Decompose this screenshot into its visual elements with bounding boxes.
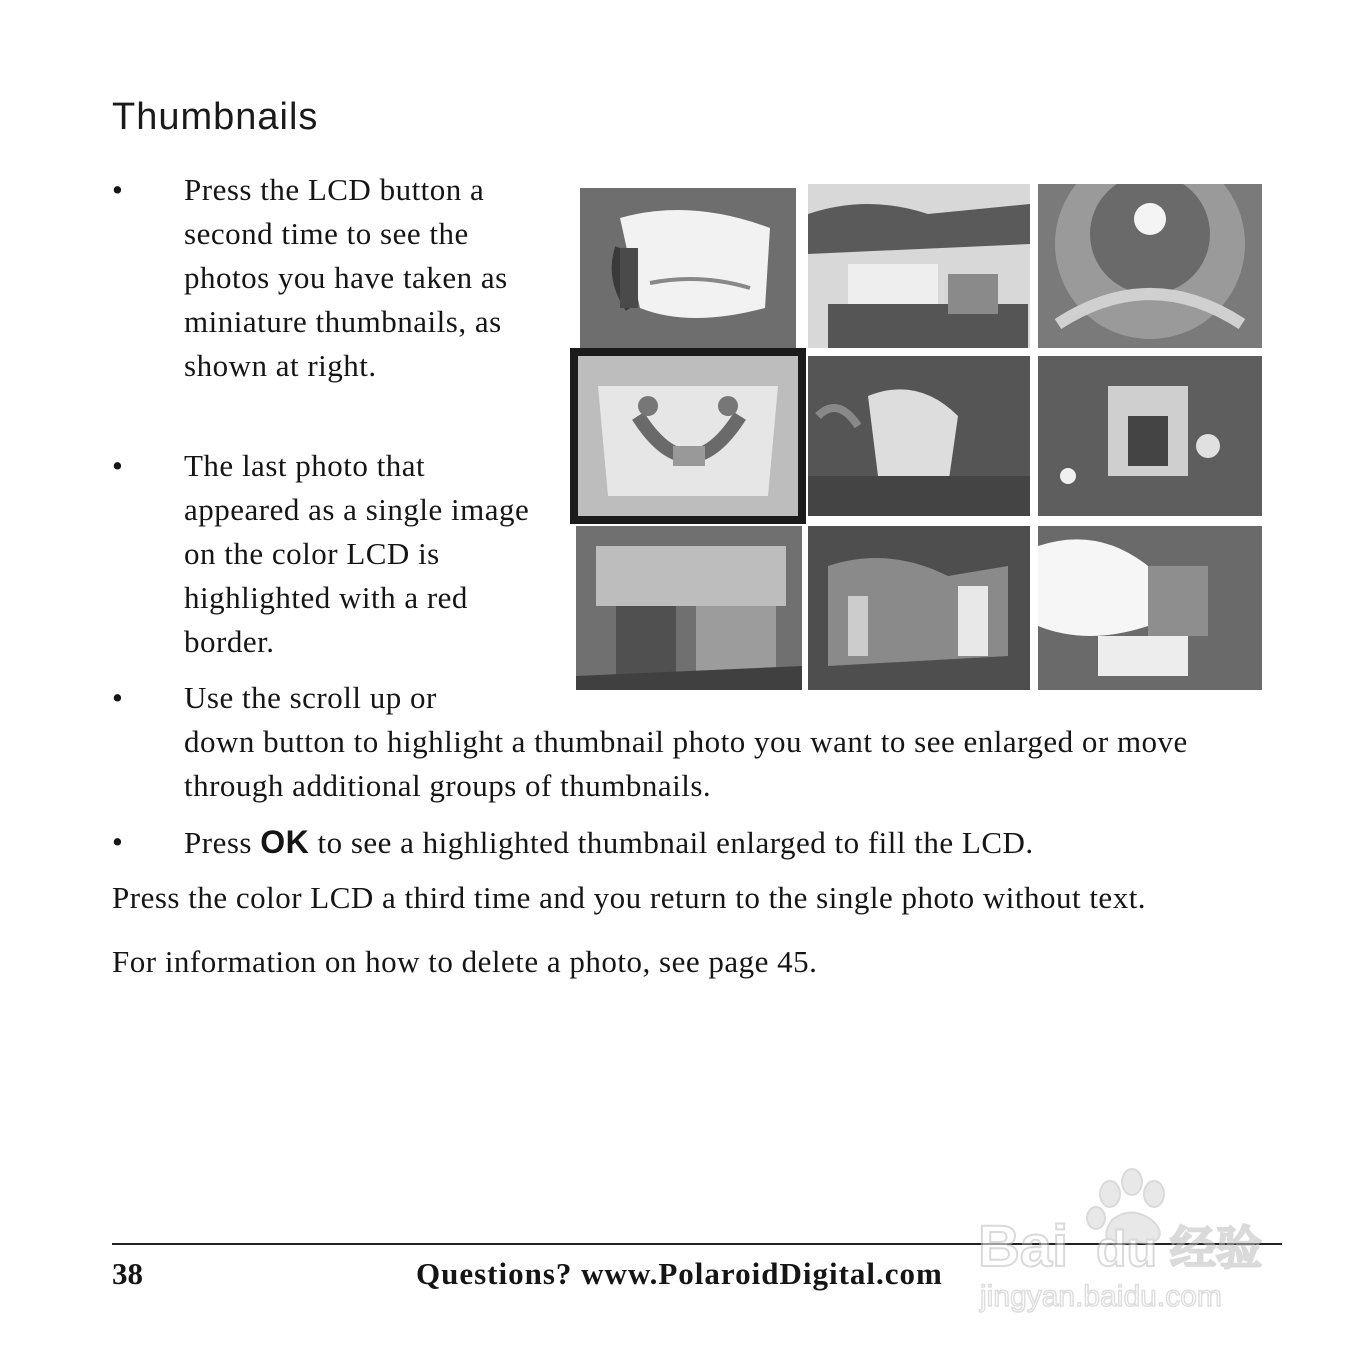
- thumbnail-grid-illustration: [574, 184, 1264, 692]
- thumbnail-photo: [1038, 526, 1262, 690]
- body-paragraph: For information on how to delete a photo, see page 45.: [112, 944, 818, 979]
- bullet-text: [184, 676, 1274, 808]
- thumbnail-photo: [808, 184, 1030, 348]
- svg-text:jingyan.baidu.com: jingyan.baidu.com: [980, 1280, 1222, 1313]
- bullet-text: Press the LCD button a second time to see the photos you have taken as miniature thumbnails, as shown at right.: [184, 172, 508, 383]
- section-heading: Thumbnails: [112, 96, 319, 138]
- bullet-text: The last photo that appeared as a single image on the color LCD is highlighted with a red border.: [184, 448, 530, 659]
- thumbnail-photo: [1038, 184, 1262, 348]
- thumbnail-photo: [580, 188, 796, 348]
- thumbnail-photo: [576, 526, 802, 690]
- page-number: 38: [112, 1256, 143, 1291]
- thumbnail-photo: [808, 526, 1030, 690]
- thumbnail-photo: [1038, 356, 1262, 516]
- bullet-symbol: •: [112, 680, 124, 715]
- svg-text:Bai: Bai: [978, 1214, 1069, 1279]
- ok-key-label: OK: [260, 824, 310, 860]
- bullet-text-rest: down button to highlight a thumbnail photo you want to see enlarged or move through additional groups of thumbnails.: [184, 724, 1188, 803]
- bullet-text-before: Press: [184, 825, 261, 860]
- svg-text:du: du: [1096, 1221, 1158, 1277]
- bullet-symbol: •: [112, 448, 124, 483]
- bullet-symbol: •: [112, 824, 124, 859]
- bullet-symbol: •: [112, 172, 124, 207]
- thumbnail-photo: [578, 356, 800, 516]
- bullet-text: [184, 820, 1284, 865]
- baidu-watermark-logo: [972, 1168, 1292, 1318]
- thumbnail-photo: [808, 356, 1030, 516]
- bullet-text-line: Use the scroll up or: [184, 680, 437, 715]
- footer-questions-link: Questions? www.PolaroidDigital.com: [416, 1256, 943, 1291]
- bullet-text-after: to see a highlighted thumbnail enlarged to fill the LCD.: [309, 825, 1034, 860]
- body-paragraph: Press the color LCD a third time and you return to the single photo without text.: [112, 880, 1147, 915]
- svg-text:经验: 经验: [1170, 1221, 1262, 1275]
